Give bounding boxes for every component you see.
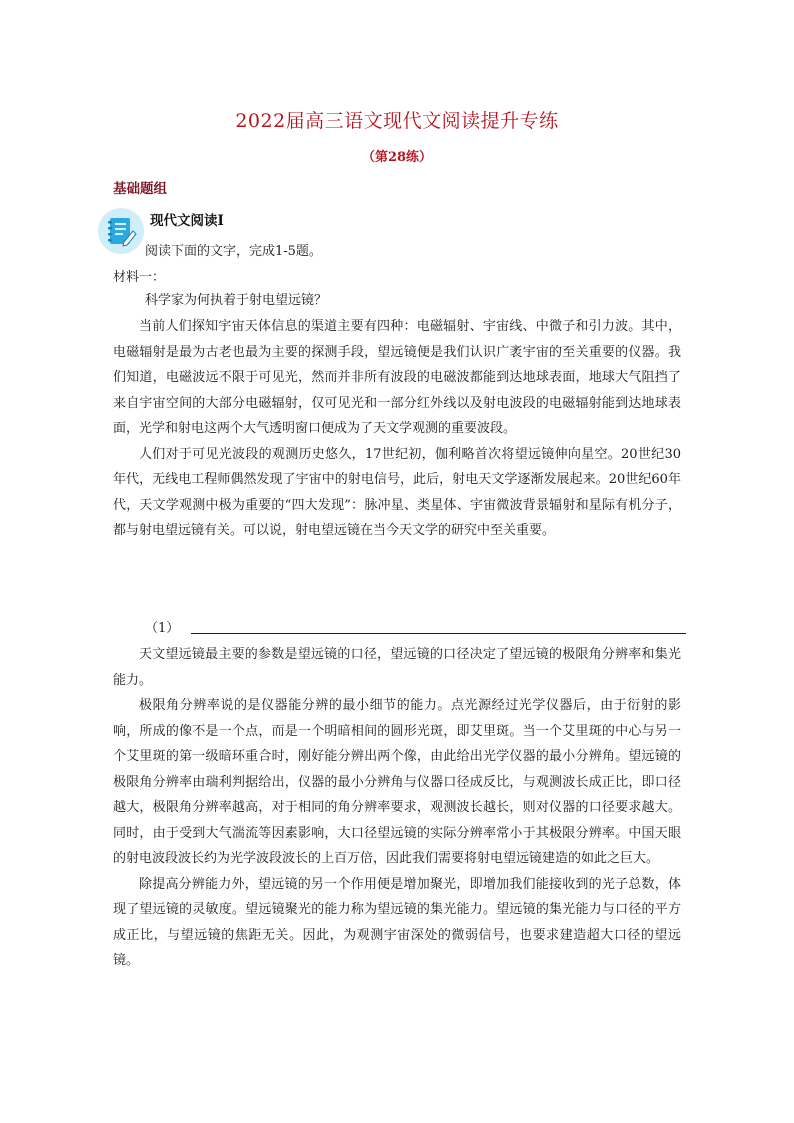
body-section-2: [113, 642, 681, 974]
reading-heading: 现代文阅读Ⅰ: [150, 213, 224, 229]
paragraph: 除提高分辨能力外，望远镜的另一个作用便是增加聚光，即增加我们能接收到的光子总数，体现了望远镜的灵敏度。望远镜聚光的能力称为望远镜的集光能力。望远镜的集光能力与口径的平方成正比，与望远镜的焦距无关。因此，为观测宇宙深处的微弱信号，也要求建造超大口径的望远镜。: [113, 876, 681, 968]
instruction-text: 阅读下面的文字，完成1-5题。: [145, 244, 322, 259]
notepad-pencil-icon: [97, 207, 147, 257]
answer-blank[interactable]: [191, 619, 686, 634]
paragraph: 当前人们探知宇宙天体信息的渠道主要有四种：电磁辐射、宇宙线、中微子和引力波。其中，电磁辐射是最为古老也最为主要的探测手段，望远镜便是我们认识广袤宇宙的至关重要的仪器。我们知道，电磁波远不限于可见光，然而并非所有波段的电磁波都能到达地球表面，地球大气阻挡了来自宇宙空间的大部分电磁辐射，仅可见光和一部分红外线以及射电波段的电磁辐射能到达地球表面，光学和射电这两个大气透明窗口便成为了天文学观测的重要波段。: [113, 319, 681, 436]
page-subtitle: （第28练）: [361, 150, 433, 165]
body-section-1: [113, 314, 681, 544]
lead-question: 科学家为何执着于射电望远镜？: [145, 293, 328, 308]
section-heading: 基础题组: [113, 181, 167, 197]
material-label: 材料一：: [113, 270, 166, 285]
question-fill-line: [145, 617, 686, 636]
paragraph: 人们对于可见光波段的观测历史悠久，17世纪初，伽利略首次将望远镜伸向星空。20世纪30年代，无线电工程师偶然发现了宇宙中的射电信号，此后，射电天文学逐渐发展起来。20世纪60年代，天文学观测中极为重要的“四大发现”：脉冲星、类星体、宇宙微波背景辐射和星际有机分子，都与射电望远镜有关。可以说，射电望远镜在当今天文学的研究中至关重要。: [113, 446, 681, 538]
paragraph: 极限角分辨率说的是仪器能分辨的最小细节的能力。点光源经过光学仪器后，由于衍射的影响，所成的像不是一个点，而是一个明暗相间的圆形光斑，即艾里斑。当一个艾里斑的中心与另一个艾里斑的第一级暗环重合时，刚好能分辨出两个像，由此给出光学仪器的最小分辨角。望远镜的极限角分辨率由瑞利判据给出，仪器的最小分辨角与仪器口径成反比，与观测波长成正比，即口径越大，极限角分辨率越高，对于相同的角分辨率要求，观测波长越长，则对仪器的口径要求越大。同时，由于受到大气湍流等因素影响，大口径望远镜的实际分辨率常小于其极限分辨率。中国天眼的射电波段波长约为光学波段波长的上百万倍，因此我们需要将射电望远镜建造的如此之巨大。: [113, 698, 681, 866]
paragraph: 天文望远镜最主要的参数是望远镜的口径，望远镜的口径决定了望远镜的极限角分辨率和集光能力。: [113, 647, 681, 688]
question-marker: （1）: [145, 621, 180, 636]
page-title: 2022届高三语文现代文阅读提升专练: [235, 110, 559, 132]
